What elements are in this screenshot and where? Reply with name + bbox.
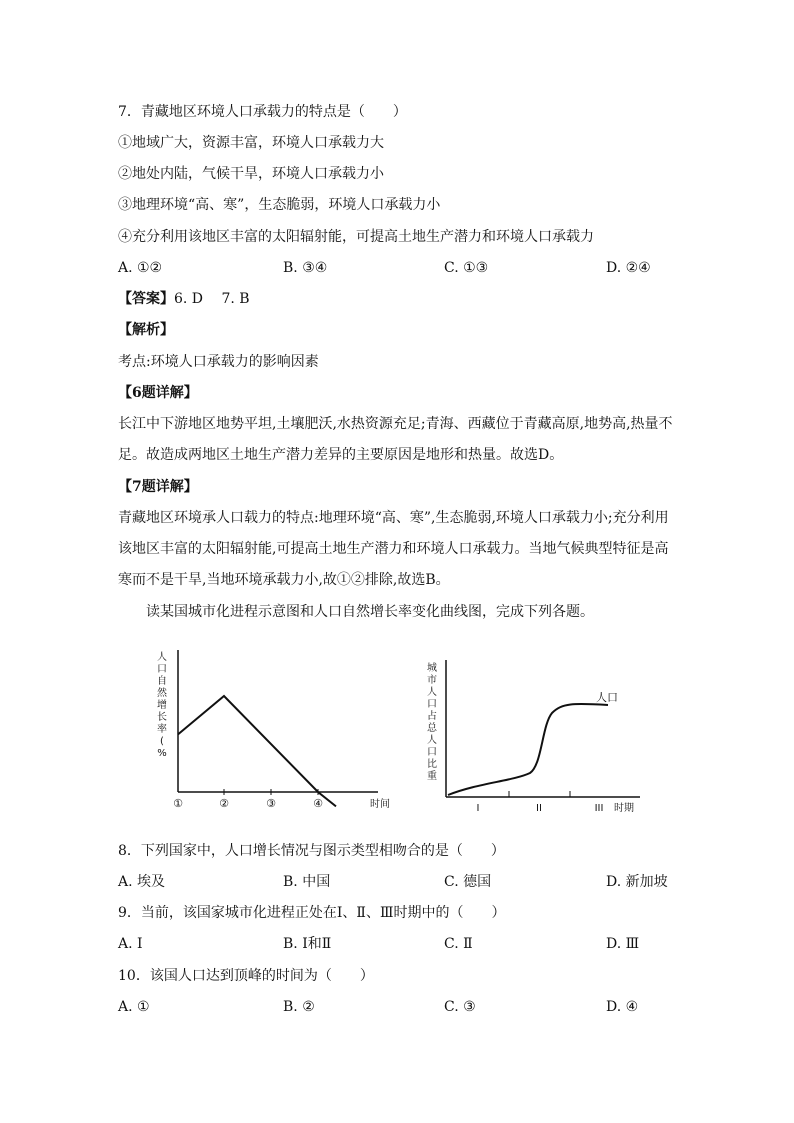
analysis-point: 考点:环境人口承载力的影响因素: [118, 354, 319, 370]
ylabel-char: 增: [157, 700, 167, 711]
period-3: III: [594, 803, 604, 814]
q6-detail-heading: 【6题详解】: [118, 385, 198, 401]
q7-item-2: ②地处内陆，气候干旱，环境人口承载力小: [118, 166, 384, 182]
ylabel2-char: 口: [427, 699, 437, 710]
q7-option-c: C. ①③: [444, 260, 489, 276]
x-tick-4: ④: [313, 797, 323, 810]
ylabel-char: (: [160, 736, 164, 747]
answer-text: 6. D 7. B: [174, 291, 250, 307]
q8-option-c: C. 德国: [444, 874, 492, 890]
x-tick-2: ②: [219, 797, 229, 810]
answer-label: 【答案】: [118, 291, 174, 307]
ylabel2-char: 城: [427, 663, 437, 674]
x-tick-3: ③: [266, 797, 276, 810]
period-2: II: [536, 803, 542, 814]
series-label: 人口: [596, 691, 618, 704]
q8-option-a: A. 埃及: [118, 874, 166, 890]
x-tick-1: ①: [173, 797, 183, 810]
urbanization-curve: [448, 704, 608, 795]
q9-option-b: B. Ⅰ和Ⅱ: [283, 936, 332, 952]
q10-stem: 10．该国人口达到顶峰的时间为（ ）: [118, 968, 374, 984]
q9-option-c: C. Ⅱ: [444, 936, 473, 952]
q9-option-d: D. Ⅲ: [606, 936, 640, 952]
x-ticks: [477, 803, 604, 814]
urbanization-chart: [418, 655, 658, 820]
q10-option-c: C. ③: [444, 999, 476, 1015]
q9-option-a: A. Ⅰ: [118, 936, 143, 952]
ylabel-char: 自: [157, 676, 167, 687]
x-axis-label: 时期: [614, 803, 634, 814]
x-axis-label: 时间: [370, 799, 390, 810]
q8-option-b: B. 中国: [283, 874, 331, 890]
q10-option-b: B. ②: [283, 999, 315, 1015]
q7-detail-heading: 【7题详解】: [118, 479, 198, 495]
q8-stem: 8．下列国家中，人口增长情况与图示类型相吻合的是（ ）: [118, 843, 505, 859]
ylabel-char: 率: [157, 724, 167, 735]
ylabel2-char: 比: [427, 759, 437, 770]
ylabel2-char: 口: [427, 747, 437, 758]
q8-option-d: D. 新加坡: [606, 874, 668, 890]
ylabel2-char: 重: [427, 771, 437, 782]
ylabel-char: 口: [157, 664, 167, 675]
ylabel2-char: 市: [427, 675, 437, 686]
q7-detail-text: 青藏地区环境承人口载力的特点:地理环境“高、寒”,生态脆弱,环境人口承载力小;充分利用该地区丰富的太阳辐射能,可提高土地生产潜力和环境人口承载力。当地气候典型特征是高寒而不是干旱,当地环境承载力小,故①②排除,故选B。: [118, 510, 669, 588]
ylabel-char: %: [157, 748, 167, 759]
ylabel2-char: 人: [427, 687, 437, 698]
ylabel2-char: 总: [427, 723, 437, 734]
q6-detail-text: 长江中下游地区地势平坦,土壤肥沃,水热资源充足;青海、西藏位于青藏高原,地势高,热量不足。故造成两地区土地生产潜力差异的主要原因是地形和热量。故选D。: [118, 416, 673, 463]
q7-option-d: D. ②④: [606, 260, 651, 276]
y-axis-label: [157, 650, 168, 759]
period-1: I: [476, 803, 480, 814]
ylabel2-char: 人: [427, 735, 437, 746]
q7-item-4: ④充分利用该地区丰富的太阳辐射能，可提高土地生产潜力和环境人口承载力: [118, 229, 594, 245]
ylabel-char: 长: [157, 712, 167, 723]
q7-stem: 7．青藏地区环境人口承载力的特点是（ ）: [118, 104, 407, 120]
analysis-label: 【解析】: [118, 322, 174, 338]
q10-option-a: A. ①: [118, 999, 150, 1015]
q7-item-1: ①地域广大，资源丰富，环境人口承载力大: [118, 135, 384, 151]
y-axis-label: [427, 661, 438, 782]
q10-option-d: D. ④: [606, 999, 639, 1015]
q7-item-3: ③地理环境“高、寒”，生态脆弱，环境人口承载力小: [118, 197, 441, 213]
growth-rate-chart: [150, 640, 400, 820]
q7-option-a: A. ①②: [118, 260, 163, 276]
q7-option-b: B. ③④: [283, 260, 328, 276]
ylabel2-char: 占: [427, 711, 437, 722]
q9-stem: 9．当前，该国家城市化进程正处在Ⅰ、Ⅱ、Ⅲ时期中的（ ）: [118, 905, 506, 921]
ylabel-char: 人: [157, 652, 167, 663]
x-ticks: [173, 797, 323, 810]
ylabel-char: 然: [157, 688, 167, 699]
answer-line: [118, 289, 250, 309]
growth-rate-line: [178, 696, 336, 806]
intro-text: 读某国城市化进程示意图和人口自然增长率变化曲线图，完成下列各题。: [146, 604, 594, 620]
